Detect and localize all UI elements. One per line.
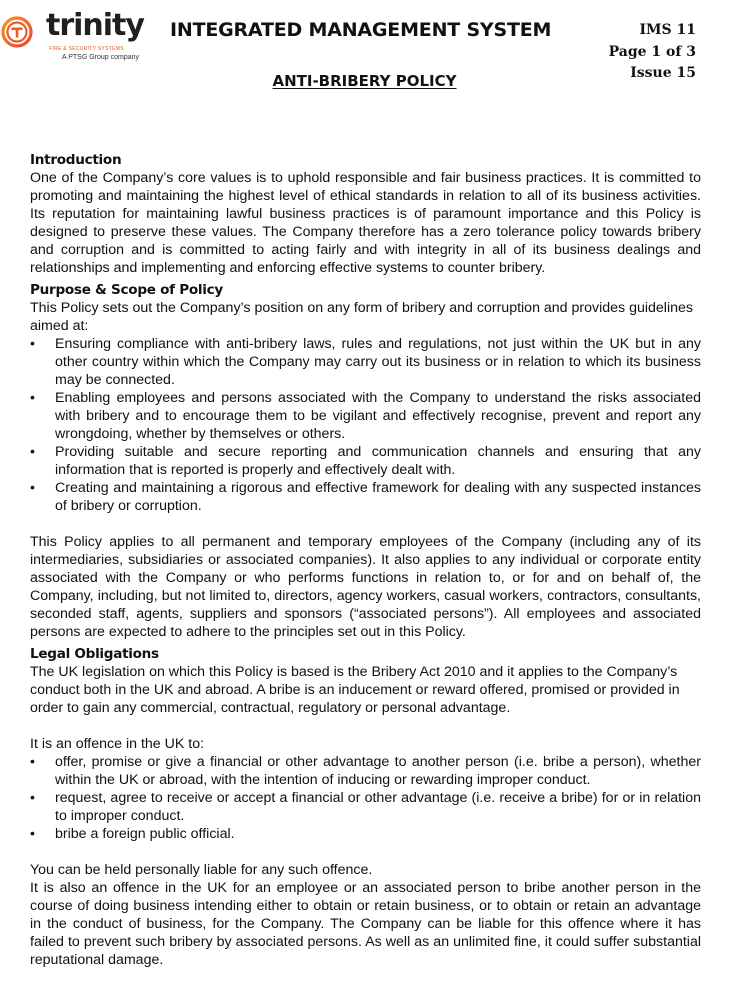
corporate-offence-paragraph: It is also an offence in the UK for an employee or an associated person to bribe another person in the course of doing business intending either to obtain or retain business, or to obtain or retain an advantage in the conduct of business, for the Company. The Company can be liable for this offence where it has failed to prevent such bribery by associated persons. As well as an unlimited fine, it could suffer substantial reputational damage. <box>30 880 701 968</box>
company-logo <box>0 8 144 66</box>
bullet-icon: • <box>30 790 35 806</box>
offence-bullet-list <box>30 753 701 843</box>
list-item: • request, agree to receive or accept a financial or other advantage (i.e. receive a bribe) for or in relation to improper conduct. <box>30 790 701 824</box>
section-purpose-scope <box>30 281 701 641</box>
list-item: • Enabling employees and persons associated with the Company to understand the risks associated with bribery and to encourage them to be vigilant and effectively recognise, prevent and report any wrongdoing, whether by themselves or others. <box>30 390 701 442</box>
logo-group-tagline: A PTSG Group company <box>62 54 140 61</box>
logo-subtitle: FIRE & SECURITY SYSTEMS <box>49 46 124 52</box>
liability-statement: You can be held personally liable for any such offence. <box>30 862 373 878</box>
introduction-paragraph: One of the Company’s core values is to uphold responsible and fair business practices. It is committed to promoting and maintaining the highest level of ethical standards in relation to all of its business activities. Its reputation for maintaining lawful business practices is of paramount importance and this Policy is designed to preserve these values. The Company therefore has a zero tolerance policy towards bribery and corruption and is committed to acting fairly and with integrity in all of its business dealings and relationships and implementing and enforcing effective systems to counter bribery. <box>30 170 701 276</box>
bullet-icon: • <box>30 444 35 460</box>
document-title: INTEGRATED MANAGEMENT SYSTEM <box>170 19 552 41</box>
list-item: • Ensuring compliance with anti-bribery laws, rules and regulations, not just within the UK but in any other country within which the Company may carry out its business or in relation to which its business may be connected. <box>30 336 701 388</box>
section-legal-obligations <box>30 645 701 969</box>
document-meta <box>609 20 696 85</box>
section-heading: Introduction <box>30 152 122 168</box>
trinity-t-logo-icon <box>1 16 33 48</box>
offence-lead: It is an offence in the UK to: <box>30 736 205 752</box>
page-number: Page 1 of 3 <box>608 43 696 60</box>
section-introduction <box>30 151 701 277</box>
legal-intro: The UK legislation on which this Policy is based is the Bribery Act 2010 and it applies to the Company’s conduct both in the UK and abroad. A bribe is an inducement or reward offered, promised or provided in order to gain any commercial, contractual, regulatory or personal advantage. <box>30 664 680 716</box>
purpose-intro: This Policy sets out the Company’s position on any form of bribery and corruption and provides guidelines aimed at: <box>30 300 693 334</box>
list-item: • Providing suitable and secure reporting and communication channels and ensuring that any information that is reported is properly and effectively dealt with. <box>30 444 701 478</box>
bullet-icon: • <box>30 754 35 770</box>
policy-title-text: ANTI-BRIBERY POLICY <box>272 72 457 90</box>
bullet-icon: • <box>30 336 35 352</box>
bullet-icon: • <box>30 826 35 842</box>
list-item: • offer, promise or give a financial or other advantage to another person (i.e. bribe a person), whether within the UK or abroad, with the intention of inducing or rewarding improper conduct. <box>30 754 701 788</box>
document-code: IMS 11 <box>639 22 696 38</box>
list-item: • Creating and maintaining a rigorous and effective framework for dealing with any suspected instances of bribery or corruption. <box>30 480 701 514</box>
scope-paragraph: This Policy applies to all permanent and temporary employees of the Company (including any of its intermediaries, subsidiaries or associated companies). It also applies to any individual or corporate entity associated with the Company or who performs functions in relation to, or for and on behalf of, the Company, including, but not limited to, directors, agency workers, casual workers, contractors, consultants, seconded staff, agents, suppliers and sponsors (“associated persons”). All employees and associated persons are expected to adhere to the principles set out in this Policy. <box>30 534 701 640</box>
document-body <box>30 151 701 969</box>
list-item: • bribe a foreign public official. <box>30 826 235 842</box>
section-heading: Purpose & Scope of Policy <box>30 282 223 298</box>
issue-number: Issue 15 <box>630 65 696 81</box>
purpose-bullet-list <box>30 335 701 515</box>
section-heading: Legal Obligations <box>30 646 159 662</box>
bullet-icon: • <box>30 390 35 406</box>
bullet-icon: • <box>30 480 35 496</box>
logo-wordmark: trinity <box>46 8 144 43</box>
